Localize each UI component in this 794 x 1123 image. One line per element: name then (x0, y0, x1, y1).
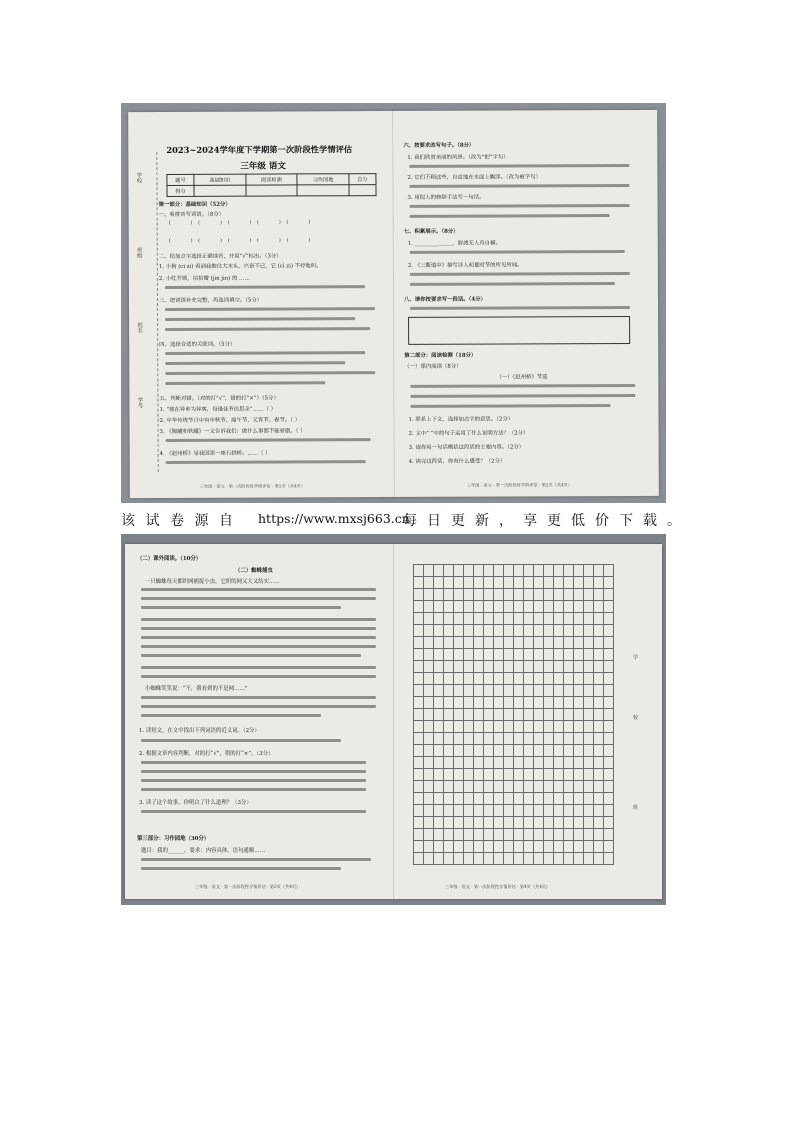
question-line: 四、选择合适的关联词。（5分） (159, 341, 236, 349)
question-line: 第一部分：基础知识（52分） (158, 201, 231, 209)
passage-line (141, 588, 376, 591)
answer-line (410, 214, 610, 218)
text-line (165, 381, 325, 385)
score-header: 题号 (167, 174, 194, 185)
passage-line (141, 666, 376, 669)
pinyin-row: ( ) ( ) ( ) ( ) ( ) (168, 237, 313, 244)
score-cell (349, 185, 376, 196)
score-table (166, 173, 376, 197)
question-line: 1. 小狗 (ci zi) 看到我抱住大木头，兴奋不已，它 (ci zi) 不停地叫。 (158, 263, 322, 271)
passage-line (141, 618, 376, 621)
answer-line (410, 204, 630, 208)
page-1 (128, 111, 392, 498)
question-line: 1. 联系上下文，选择加点字的意思。（2分） (408, 416, 514, 423)
question-line: 1. 读短文，在文中找出下列词语的近义词。（2分） (139, 728, 260, 734)
question-line: 4. 《赵州桥》是我国第一座石拱桥。……（ ） (159, 450, 271, 458)
caption-prefix: 该试卷源自 (121, 513, 244, 529)
page-2 (395, 110, 659, 497)
answer-line (141, 810, 366, 813)
answer-box (408, 316, 630, 345)
text-line (165, 361, 345, 365)
score-cell (297, 185, 349, 196)
answer-line (141, 761, 366, 764)
exam-sheet-pages-1-2 (128, 110, 659, 498)
composition-grid (413, 564, 614, 865)
question-line: 2. 中华传统节日中有中秋节、端午节、元宵节、春节。（ ） (159, 417, 301, 425)
caption-url-link[interactable]: https://www.mxsj663.cn (258, 511, 410, 526)
passage-line (141, 645, 376, 648)
passage-line (410, 384, 635, 388)
answer-line (410, 272, 630, 276)
text-line (165, 285, 365, 289)
answer-line (410, 282, 615, 286)
text-line (165, 317, 355, 321)
page-footer: 三年级 · 语文 · 第一次阶段性学情评估 · 第4页（共4页） (445, 884, 551, 889)
passage-line (141, 627, 376, 630)
caption-suffix: 每日更新，享更低价下载。 (403, 513, 691, 529)
question-line: 1. 我们欣赏美丽的风景。（改为“把”字句） (407, 154, 509, 161)
answer-line (141, 788, 366, 791)
passage-line (410, 404, 610, 408)
question-line: （二）课外阅读。（10分） (137, 556, 202, 562)
binding-label-number: 学号 (136, 397, 143, 409)
answer-line (410, 250, 625, 254)
passage-line (141, 675, 376, 678)
question-line: 2. 文中“ ”中的句子运用了什么说明方法？（2分） (408, 430, 529, 437)
passage-line (141, 714, 321, 717)
score-header: 阅读检测 (246, 174, 298, 185)
score-header: 基础知识 (194, 174, 246, 185)
source-caption (121, 510, 691, 530)
text-line (165, 307, 375, 311)
binding-label-school: 学校 (135, 172, 142, 184)
binding-label-class: 班级 (135, 247, 142, 259)
passage-text: 一只蜘蛛每天都织网捕捉小虫，它织的网又大又结实…… (145, 579, 280, 585)
exam-photo-top (121, 103, 666, 503)
question-line: （一）课内阅读（8分） (404, 363, 462, 370)
page-footer: 三年级 · 语文 · 第一次阶段性学情评估 · 第1页（共4页） (199, 483, 306, 489)
score-header: 总分 (349, 174, 376, 185)
answer-line (409, 164, 629, 168)
answer-line (141, 739, 341, 742)
answer-line (409, 184, 629, 188)
question-line: 六、按要求改写句子。（8分） (403, 142, 475, 149)
grid-side-mark: 校 (633, 715, 639, 721)
question-line: 3. 《陶罐和铁罐》一文告诉我们：做什么事都不能骄傲。（ ） (159, 428, 306, 436)
question-line: 4. 读完这段话，你有什么感受？（2分） (408, 458, 506, 465)
answer-line (410, 306, 630, 310)
question-line: 五、判断对错。（对的打“√”，错的打“×”）（5分） (159, 395, 279, 403)
question-line: 2. 小红开锁，拍拍瓣 (jin jin) 的 …… (158, 275, 250, 283)
page-fold (393, 544, 394, 899)
question-line: 3. 请你用一句话概括这段话的主要内容。（2分） (408, 444, 525, 451)
text-line (165, 327, 370, 331)
exam-sheet-pages-3-4 (125, 544, 662, 899)
question-line: 2. 《三衢道中》描写诗人初夏时节的所见所闻。 (407, 262, 523, 269)
score-cell (194, 185, 246, 196)
text-line (166, 438, 371, 442)
question-line: 1. “独在异乡为异客，每逢佳节倍思亲”……（ ） (159, 406, 276, 414)
question-line: 三、把词语补充完整，再选词填空。（5分） (158, 297, 263, 305)
exam-photo-bottom (121, 534, 666, 905)
question-line: 八、请你按要求写一段话。（4分） (403, 296, 486, 303)
question-line: 一、看拼音写词语。（8分） (158, 211, 225, 219)
passage-text: 小蜘蛛笑笑说：“不，我看到的不是网……” (145, 686, 248, 692)
passage-line (141, 597, 376, 600)
exam-subtitle: 三年级 语文 (240, 161, 286, 172)
question-line: 第二部分：阅读检测（18分） (404, 352, 477, 359)
grid-side-mark: 班 (633, 805, 639, 811)
question-line: 2. 它们不顾这些，自由地在水面上飘浮。（改为被字句） (407, 174, 542, 181)
grid-side-mark: 学 (633, 655, 639, 661)
question-line: 题目：我的______。要求：内容具体，语句通顺…… (141, 848, 265, 854)
pinyin-row: ( ) ( ) ( ) ( ) ( ) (168, 219, 313, 226)
question-line: 3. 读了这个故事，你明白了什么道理？（3分） (139, 800, 252, 806)
passage-title: （二）蜘蛛捕虫 (235, 568, 273, 574)
passage-line (141, 636, 376, 639)
page-3 (125, 544, 391, 899)
text-line (166, 460, 366, 464)
text-line (165, 351, 365, 355)
question-line: 二、给加点字选择正确读音，并用“√”标出。（3分） (158, 253, 282, 261)
question-line: 七、积累展示。（8分） (403, 228, 459, 235)
page-4 (395, 544, 662, 899)
passage-line (410, 394, 635, 398)
exam-title: 2023~2024学年度下学期第一次阶段性学情评估 (166, 144, 353, 155)
score-header: 习作园地 (297, 174, 349, 185)
question-line: 第三部分：习作园地（30分） (137, 836, 210, 842)
question-line: 1. ______________，野渡无人舟自横。 (407, 240, 501, 247)
passage-line (141, 705, 376, 708)
page-footer: 三年级 · 语文 · 第一次阶段性学情评估 · 第2页（共4页） (466, 482, 573, 488)
passage-title: （一）《赵州桥》节选 (496, 374, 548, 381)
question-line: 3. 用拟人的修辞手法写一句话。 (407, 194, 485, 201)
passage-line (141, 696, 376, 699)
score-cell (246, 185, 298, 196)
question-line: 2. 根据文章内容判断，对的打“√”，错的打“×”。（3分） (139, 751, 274, 757)
score-row-label: 得分 (167, 185, 194, 196)
prompt-line (141, 858, 371, 861)
prompt-line (141, 867, 341, 870)
answer-line (141, 779, 366, 782)
page-footer: 三年级 · 语文 · 第一次阶段性学情评估 · 第3页（共4页） (195, 884, 301, 889)
text-line (165, 371, 375, 375)
passage-line (141, 606, 341, 609)
answer-line (141, 770, 366, 773)
binding-label-name: 姓名 (136, 322, 143, 334)
passage-line (141, 654, 361, 657)
